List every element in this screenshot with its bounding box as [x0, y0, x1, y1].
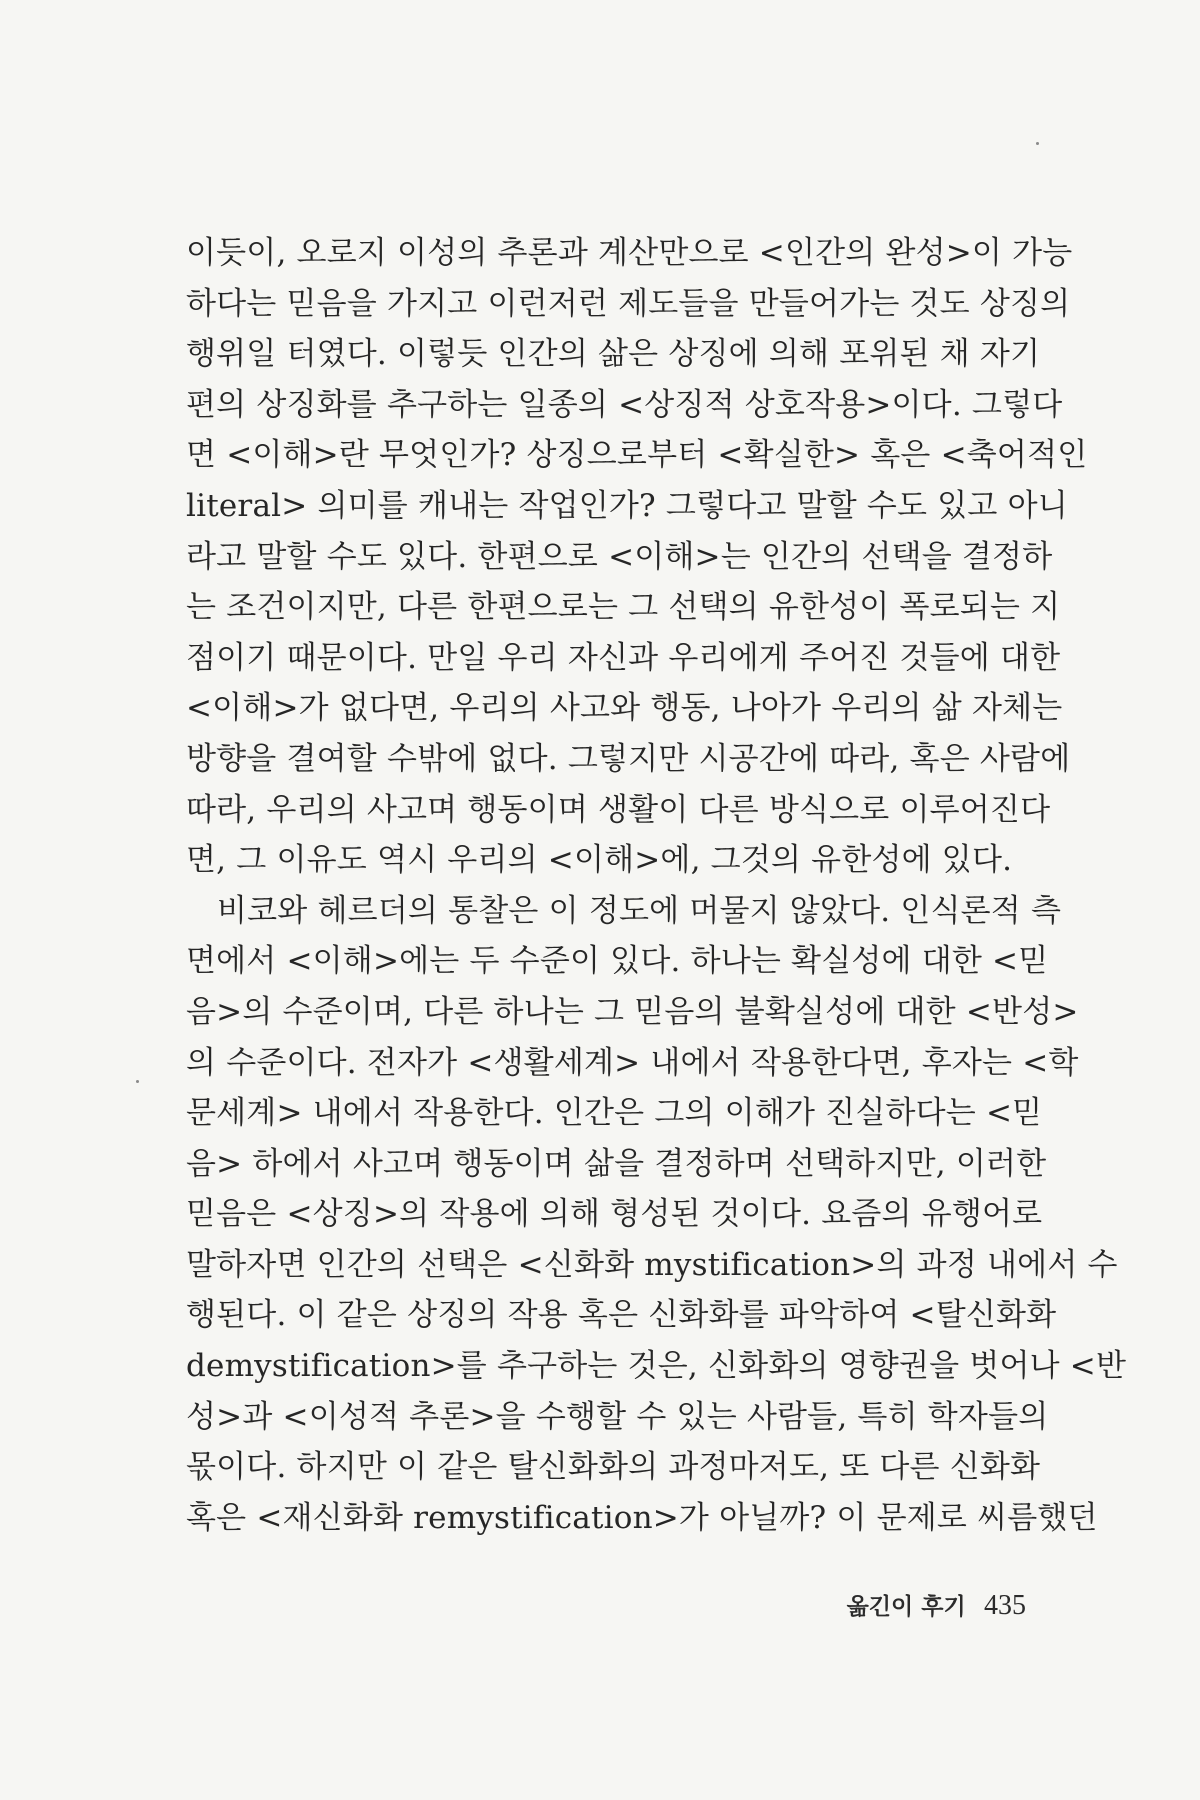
text-line: 말하자면 인간의 선택은 <신화화 mystification>의 과정 내에서 수 [186, 1246, 1118, 1283]
text-line: <이해>가 없다면, 우리의 사고와 행동, 나아가 우리의 삶 자체는 [186, 690, 1063, 727]
page-footer [796, 1588, 1026, 1622]
text-line: 행위일 터였다. 이렇듯 인간의 삶은 상징에 의해 포위된 채 자기 [186, 336, 1041, 373]
text-line: 음> 하에서 사고며 행동이며 삶을 결정하며 선택하지만, 이러한 [186, 1145, 1047, 1182]
text-line: 행된다. 이 같은 상징의 작용 혹은 신화화를 파악하여 <탈신화화 [186, 1297, 1057, 1334]
text-line: 라고 말할 수도 있다. 한편으로 <이해>는 인간의 선택을 결정하 [186, 538, 1053, 575]
text-line: 하다는 믿음을 가지고 이런저런 제도들을 만들어가는 것도 상징의 [186, 285, 1071, 322]
text-line: 몫이다. 하지만 이 같은 탈신화화의 과정마저도, 또 다른 신화화 [186, 1449, 1041, 1486]
text-line: 는 조건이지만, 다른 한편으로는 그 선택의 유한성이 폭로되는 지 [186, 589, 1061, 626]
text-line: 편의 상징화를 추구하는 일종의 <상징적 상호작용>이다. 그렇다 [186, 386, 1063, 423]
scan-speck [1036, 142, 1039, 145]
page-number: 435 [984, 1590, 1026, 1621]
running-title: 옮긴이 후기 [846, 1594, 966, 1620]
text-line: 혹은 <재신화화 remystification>가 아닐까? 이 문제로 씨름했던 [186, 1499, 1098, 1536]
scan-speck [136, 1080, 139, 1083]
text-line: demystification>를 추구하는 것은, 신화화의 영향권을 벗어나 <반 [186, 1348, 1127, 1385]
paragraph-start-line: 비코와 헤르더의 통찰은 이 정도에 머물지 않았다. 인식론적 측 [217, 892, 1062, 929]
text-line: 음>의 수준이며, 다른 하나는 그 믿음의 불확실성에 대한 <반성> [186, 993, 1079, 1030]
text-line: 문세계> 내에서 작용한다. 인간은 그의 이해가 진실하다는 <믿 [186, 1095, 1043, 1132]
paragraph-end-line: 면, 그 이유도 역시 우리의 <이해>에, 그것의 유한성에 있다. [186, 842, 1013, 879]
text-line: 성>과 <이성적 추론>을 수행할 수 있는 사람들, 특히 학자들의 [186, 1398, 1049, 1435]
text-line: 이듯이, 오로지 이성의 추론과 계산만으로 <인간의 완성>이 가능 [186, 235, 1073, 271]
text-line: 면 <이해>란 무엇인가? 상징으로부터 <확실한> 혹은 <축어적인 [186, 437, 1088, 474]
text-line: 면에서 <이해>에는 두 수준이 있다. 하나는 확실성에 대한 <믿 [186, 943, 1049, 980]
text-line: 따라, 우리의 사고며 행동이며 생활이 다른 방식으로 이루어진다 [186, 791, 1051, 828]
text-line: 점이기 때문이다. 만일 우리 자신과 우리에게 주어진 것들에 대한 [186, 639, 1061, 676]
body-text [186, 228, 1127, 1543]
text-line: literal> 의미를 캐내는 작업인가? 그렇다고 말할 수도 있고 아니 [186, 487, 1068, 524]
text-line: 믿음은 <상징>의 작용에 의해 형성된 것이다. 요즘의 유행어로 [186, 1196, 1043, 1233]
text-line: 방향을 결여할 수밖에 없다. 그렇지만 시공간에 따라, 혹은 사람에 [186, 740, 1071, 777]
text-line: 의 수준이다. 전자가 <생활세계> 내에서 작용한다면, 후자는 <학 [186, 1044, 1079, 1081]
